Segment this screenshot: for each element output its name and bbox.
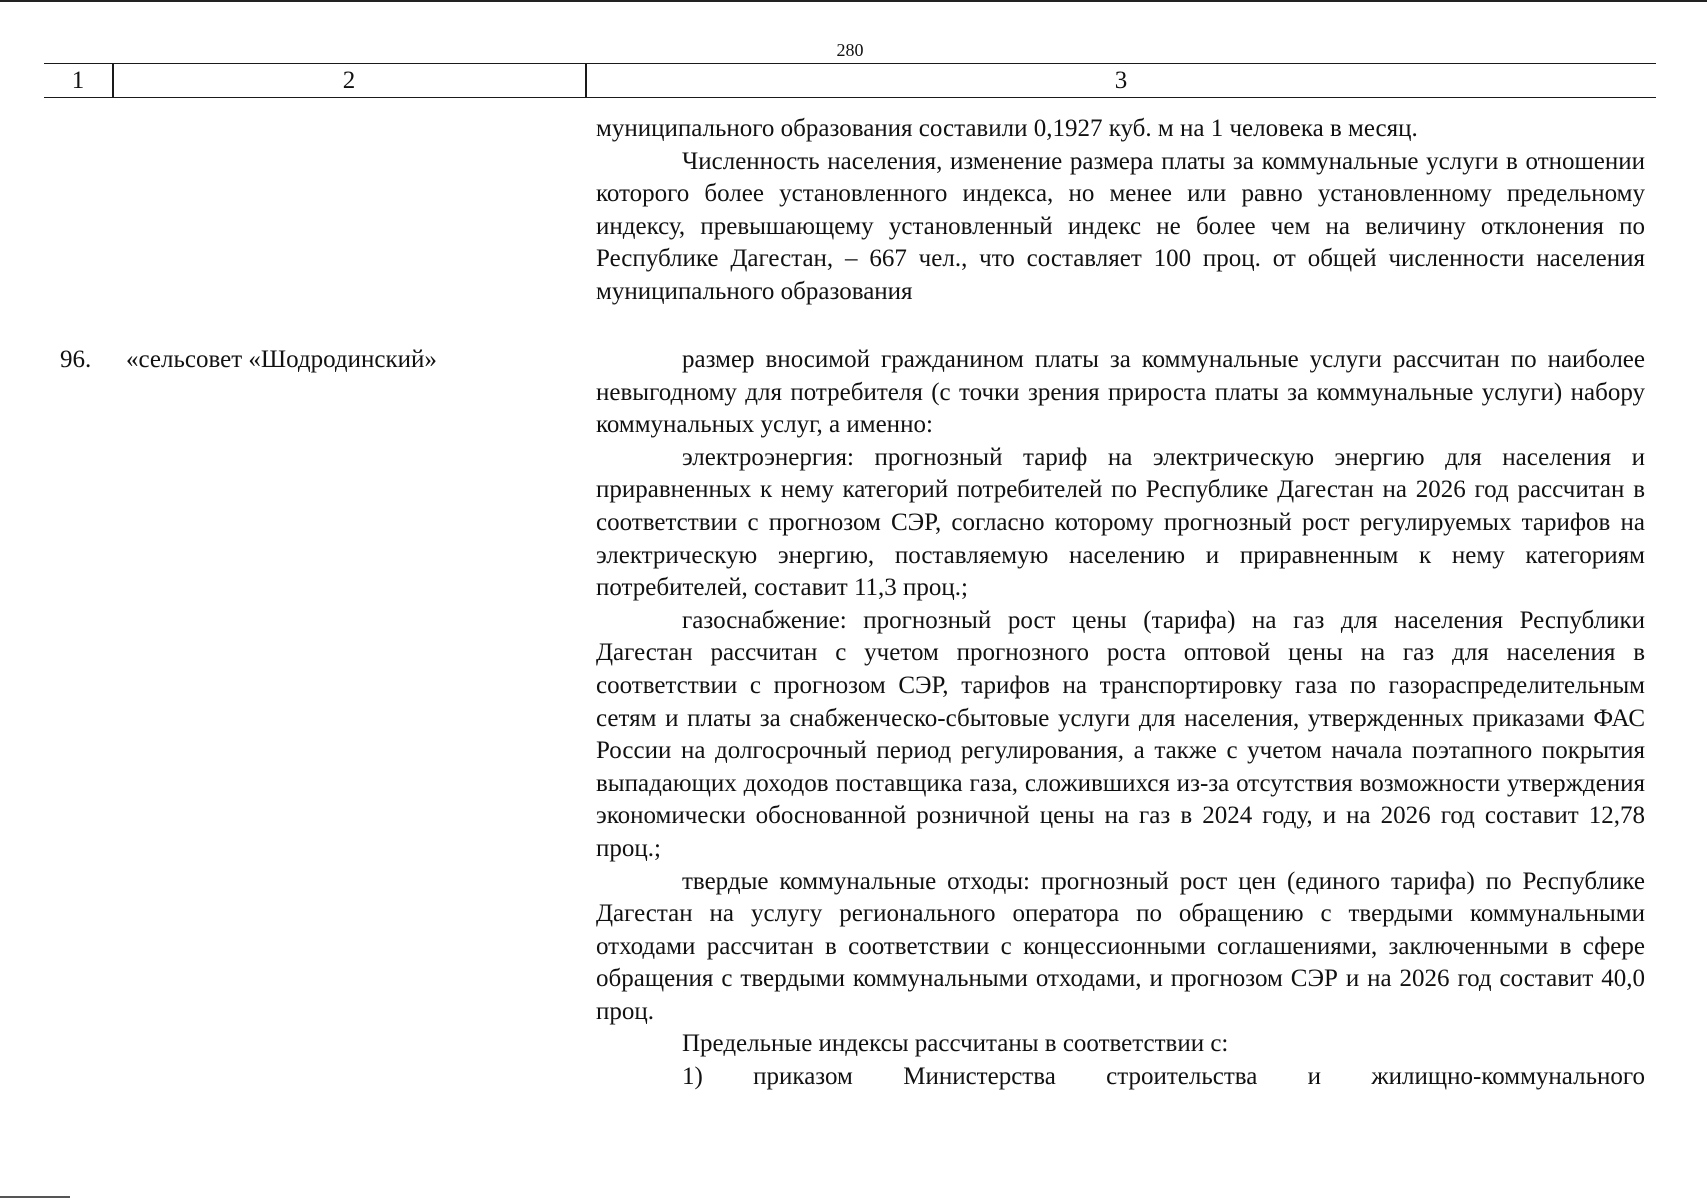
scan-top-edge — [0, 0, 1707, 2]
paragraph-intro: размер вносимой гражданином платы за коммунальные услуги рассчитан по наиболее невыгодному для потребителя (с точки зрения прироста платы за коммунальные услуги) набору коммунальных услуг, а именно: — [596, 346, 1645, 439]
header-col-2: 2 — [342, 66, 356, 94]
header-col-1: 1 — [71, 66, 85, 94]
paragraph-indices: Предельные индексы рассчитаны в соответствии с: — [682, 1030, 1229, 1058]
continuation-paragraph-1: муниципального образования составили 0,1927 куб. м на 1 человека в месяц. — [596, 115, 1418, 142]
continuation-paragraph-2: Численность населения, изменение размера платы за коммунальные услуги в отношении которого более установленного индекса, но менее или равно установленному предельному индексу, превышающему установленный индекс не более чем на величину отклонения по Республике Дагестан, – 667 чел., что составляет 100 проц. от общей численности населения муниципального образования — [596, 147, 1645, 305]
paragraph-electricity: электроэнергия: прогнозный тариф на электрическую энергию для населения и приравненных к нему категорий потребителей по Республике Дагестан на 2026 год рассчитан в соответствии с прогнозом СЭР, согласно которому прогнозный рост регулируемых тарифов на электрическую энергию, поставляемую населению и приравненным к нему категориям потребителей, составит 11,3 проц.; — [596, 443, 1645, 602]
scan-bottom-mark — [0, 1196, 70, 1198]
row-number: 96. — [60, 346, 92, 373]
continuation-text-block — [596, 113, 1645, 309]
municipality-name: «сельсовет «Шодродинский» — [126, 346, 437, 373]
page-number: 280 — [836, 40, 864, 60]
paragraph-waste: твердые коммунальные отходы: прогнозный рост цен (единого тарифа) по Республике Дагестан на услугу регионального оператора по обращению с твердыми коммунальными отходами рассчитан в соответствии с концессионными соглашениями, заключенными в сфере обращения с твердыми коммунальными отходами, и прогнозом СЭР и на 2026 год составит 40,0 проц. — [596, 867, 1645, 1025]
row-description-block — [596, 344, 1645, 1094]
table-header-row — [44, 63, 1656, 98]
paragraph-gas: газоснабжение: прогнозный рост цены (тарифа) на газ для населения Республики Дагестан рассчитан с учетом прогнозного роста оптовой цены на газ для населения в соответствии с прогнозом СЭР, тарифов на транспортировку газа по газораспределительным сетям и платы за снабженческо-сбытовые услуги для населения, утвержденных приказами ФАС России на долгосрочный период регулирования, а также с учетом начала поэтапного покрытия выпадающих доходов поставщика газа, сложившихся из-за отсутствия возможности утверждения экономически обоснованной розничной цены на газ в 2024 году, и на 2026 год составит 12,78 проц.; — [596, 606, 1645, 862]
paragraph-item-1: 1) приказом Министерства строительства и жилищно-коммунального — [682, 1063, 1645, 1091]
header-col-3: 3 — [1114, 66, 1128, 94]
